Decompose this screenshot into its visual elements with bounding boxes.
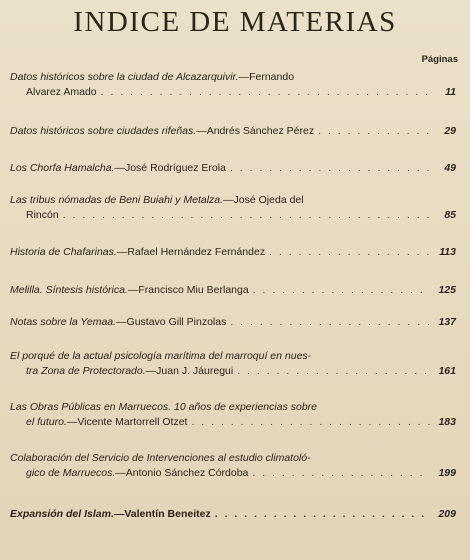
index-entry [10, 349, 456, 379]
index-entry [10, 70, 456, 100]
entry-page-number: 29 [444, 125, 456, 137]
entry-author: Rincón [26, 209, 59, 221]
dot-leader [253, 283, 430, 298]
entry-line [10, 283, 456, 298]
entry-work-title: Las Obras Públicas en Marruecos. 10 años de experiencias sobre [10, 401, 318, 413]
entry-work-title: el futuro. [26, 416, 67, 428]
entry-author: —Vicente Martorrell Otzet [66, 416, 188, 428]
entry-author: Alvarez Amado [26, 86, 97, 98]
entry-work-title: El porqué de la actual psicología marítima del marroquí en nues- [10, 350, 312, 362]
entry-author: —Juan J. Jáuregui [145, 365, 234, 377]
entry-work-title: Datos históricos sobre la ciudad de Alcazarquivir. [10, 71, 239, 83]
entry-page-number: 161 [438, 365, 456, 377]
index-entry [10, 315, 456, 330]
dot-leader [230, 161, 430, 176]
entry-work-title: Notas sobre la Yemaa. [10, 316, 117, 328]
dot-leader [252, 466, 430, 481]
entry-work-title: tra Zona de Protectorado. [26, 365, 146, 377]
entry-author: —Gustavo Gill Pinzolas [116, 316, 227, 328]
entry-work-title: Colaboración del Servicio de Intervenciones al estudio climatoló- [10, 452, 311, 464]
entry-author: —Rafael Hernández Fernández [116, 246, 266, 258]
entry-line [10, 400, 456, 415]
entry-work-title: Los Chorfa Hamalcha. [10, 162, 115, 174]
dot-leader [237, 364, 430, 379]
dot-leader [101, 85, 430, 100]
entry-line [10, 70, 456, 85]
entry-line [10, 349, 456, 364]
entry-page-number: 125 [438, 284, 456, 296]
entry-author: —Fernando [238, 71, 295, 83]
entry-line [10, 507, 456, 522]
entry-author: —José Ojeda del [223, 194, 304, 206]
entry-page-number: 85 [444, 209, 456, 221]
index-entry [10, 507, 456, 522]
index-entry [10, 400, 456, 430]
entry-page-number: 137 [438, 316, 456, 328]
entry-line [10, 208, 456, 223]
entry-work-title: Las tribus nómadas de Beni Buiahi y Metalza. [10, 194, 224, 206]
dot-leader [230, 315, 430, 330]
entry-line [10, 85, 456, 100]
entry-page-number: 49 [444, 162, 456, 174]
index-entry [10, 451, 456, 481]
entry-work-title: Datos históricos sobre ciudades rifeñas. [10, 125, 197, 137]
page-title: INDICE DE MATERIAS [73, 6, 397, 38]
entry-line [10, 451, 456, 466]
entry-line [10, 124, 456, 139]
index-entry [10, 124, 456, 139]
entry-line [10, 466, 456, 481]
entry-line [10, 415, 456, 430]
dot-leader [63, 208, 430, 223]
entry-page-number: 199 [438, 467, 456, 479]
entry-author: —Andrés Sánchez Pérez [196, 125, 315, 137]
entry-work-title: gico de Marruecos. [26, 467, 116, 479]
entry-page-number: 113 [439, 246, 456, 258]
dot-leader [191, 415, 430, 430]
index-entry [10, 193, 456, 223]
entry-line [10, 245, 456, 260]
entry-page-number: 209 [438, 508, 456, 520]
index-entry [10, 245, 456, 260]
entry-work-title: Melilla. Síntesis histórica. [10, 284, 128, 296]
index-entry [10, 283, 456, 298]
entry-author: —Antonio Sánchez Córdoba [115, 467, 249, 479]
entry-author: —Valentín Beneitez [113, 508, 211, 520]
pages-column-label: Páginas [421, 54, 458, 65]
entry-page-number: 183 [438, 416, 456, 428]
entry-work-title: Historia de Chafarinas. [10, 246, 117, 258]
index-entry [10, 161, 456, 176]
entry-author: —Francisco Miu Berlanga [127, 284, 249, 296]
dot-leader [318, 124, 430, 139]
entry-line [10, 193, 456, 208]
entry-work-title: Expansión del Islam. [10, 508, 114, 520]
entry-line [10, 364, 456, 379]
entry-page-number: 11 [445, 86, 456, 98]
entry-author: —José Rodríguez Erola [114, 162, 226, 174]
entry-line [10, 161, 456, 176]
dot-leader [269, 245, 430, 260]
dot-leader [215, 507, 430, 522]
entry-line [10, 315, 456, 330]
